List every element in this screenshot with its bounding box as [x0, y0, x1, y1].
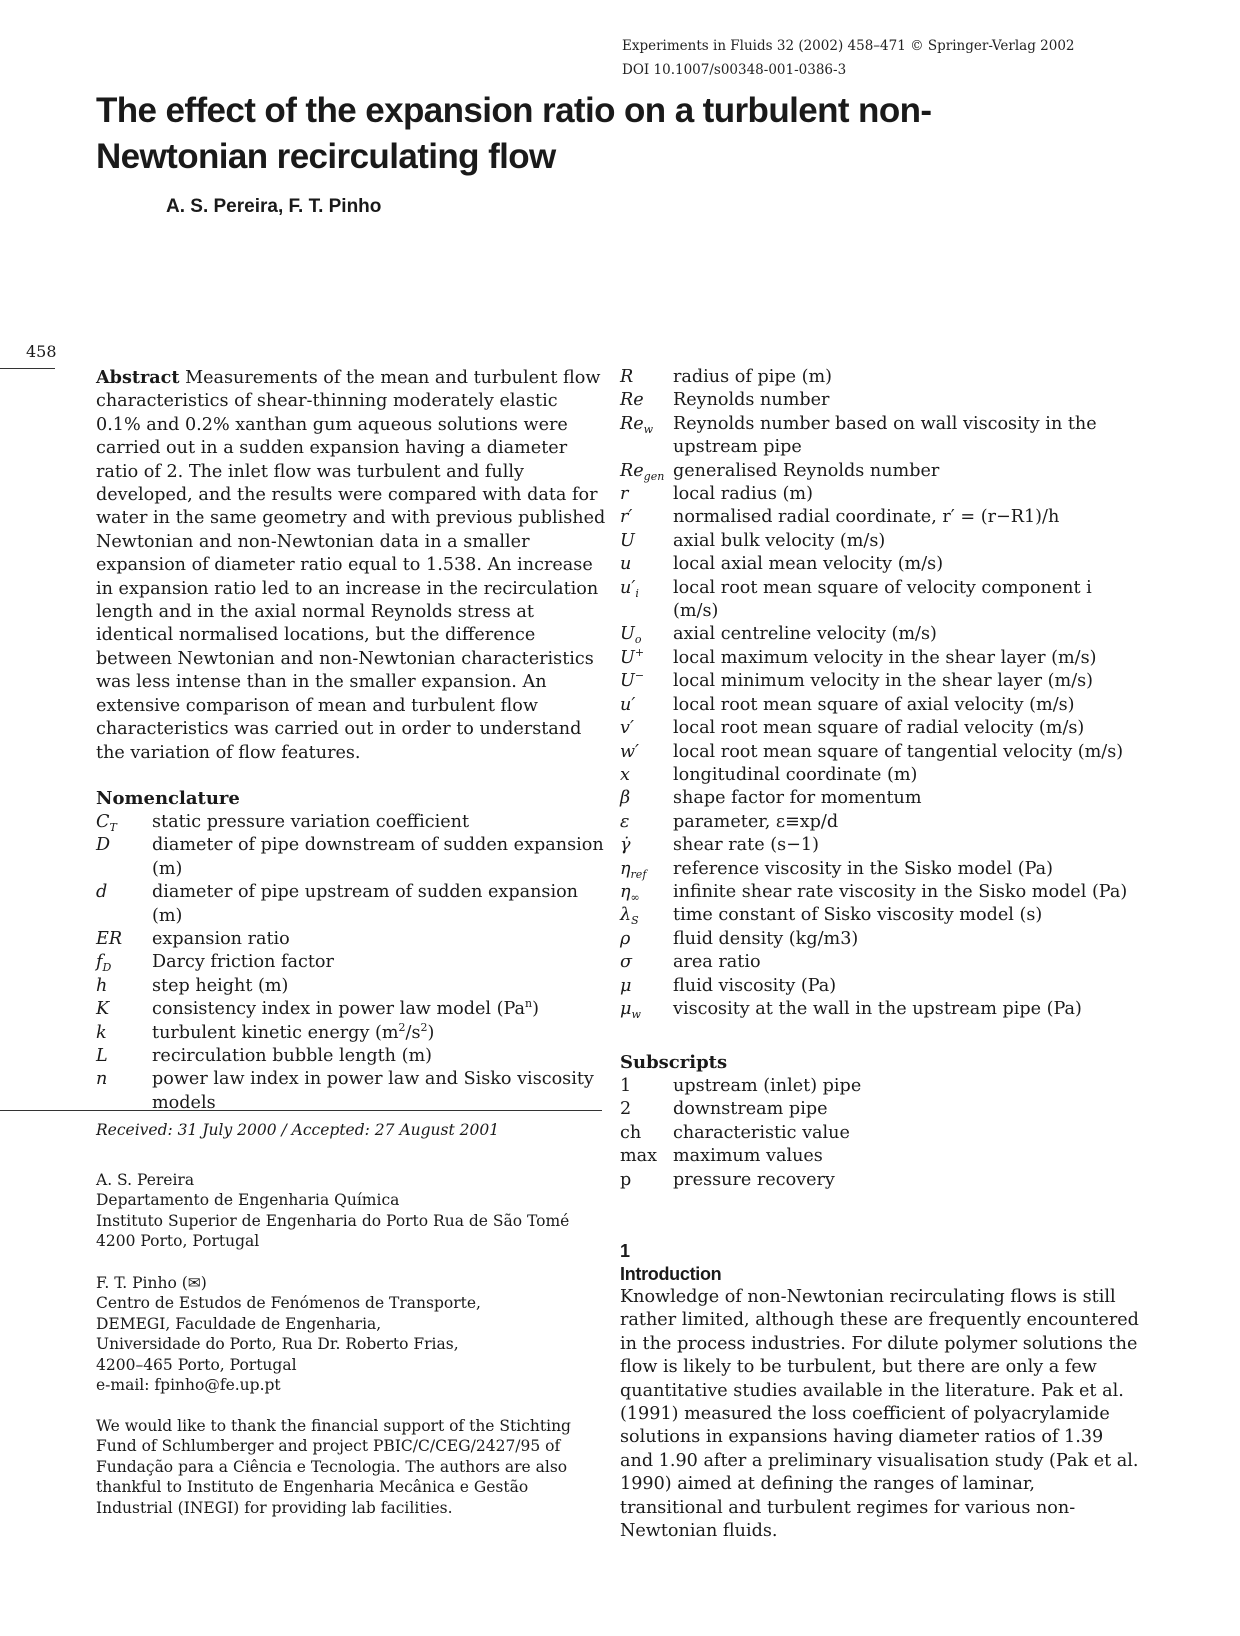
definition: Reynolds number based on wall viscosity in the upstream pipe: [673, 413, 1097, 458]
definition: characteristic value: [673, 1122, 850, 1143]
nomenclature-row: [620, 764, 1140, 787]
footnote-rule: [0, 1110, 602, 1111]
definition: fluid viscosity (Pa): [673, 975, 837, 996]
page-number: 458: [26, 342, 57, 361]
journal-citation: Experiments in Fluids 32 (2002) 458–471 © Springer-Verlag 2002: [622, 38, 1075, 54]
symbol: D: [96, 835, 111, 856]
nomenclature-heading: Nomenclature: [96, 787, 240, 809]
symbol: ρ: [620, 928, 631, 949]
definition: upstream (inlet) pipe: [673, 1076, 862, 1096]
definition: local root mean square of radial velocity (m/s): [673, 718, 1085, 739]
definition: expansion ratio: [152, 928, 290, 949]
introduction-text: Knowledge of non-Newtonian recirculating flows is still rather limited, although these are frequently encountered in the process industries. For dilute polymer solutions the flow is likely to be turbulent, but there are only a few quantitative studies available in the literature. Pak et al. (1991) measured the loss coefficient of polyacrylamide solutions in expansions having diameter ratios of 1.39 and 1.90 after a preliminary visualisation study (Pak et al. 1990) aimed at defining the ranges of laminar, transitional and turbulent regimes for various non-Newtonian fluids.: [620, 1287, 1139, 1542]
paper-title: The effect of the expansion ratio on a turbulent non-Newtonian recirculating flow: [96, 91, 932, 176]
symbol: $\mu_w$: [620, 998, 641, 1021]
subscripts-block: [620, 1051, 1140, 1192]
definition: Darcy friction factor: [152, 952, 334, 973]
section-title: Introduction: [620, 1264, 722, 1284]
definition: Reynolds number: [673, 390, 830, 411]
symbol-superscript: −: [634, 669, 645, 683]
definition: axial bulk velocity (m/s): [673, 530, 886, 551]
definition: shape factor for momentum: [673, 788, 922, 809]
symbol: 2: [620, 1099, 632, 1120]
nomenclature-row: [620, 998, 1140, 1021]
nomenclature-row: [620, 975, 1140, 998]
definition: pressure recovery: [673, 1169, 835, 1190]
nomenclature-row: [620, 904, 1140, 927]
definition: fluid density (kg/m3): [673, 928, 859, 949]
nomenclature-row: [620, 1098, 1140, 1121]
doi: DOI 10.1007/s00348-001-0386-3: [622, 62, 847, 78]
symbol: $Re_w$: [620, 413, 654, 436]
affiliation-pereira: [96, 1170, 569, 1252]
symbol: β: [620, 788, 631, 809]
section-number: 1: [620, 1241, 631, 1261]
nomenclature-row: [620, 1122, 1140, 1145]
nomenclature-left-list: [96, 811, 606, 1115]
nomenclature-row: [620, 483, 1140, 506]
symbol-subscript: i: [635, 586, 639, 600]
symbol: R: [620, 367, 634, 387]
superscript: 2: [398, 1020, 406, 1034]
symbol: μ: [620, 975, 632, 996]
symbol: r′: [620, 507, 633, 528]
symbol: $Re_{gen}$: [620, 460, 665, 483]
definition: consistency index in power law model (Pa$^n$): [152, 997, 539, 1020]
definition: normalised radial coordinate, r′ = (r−R1)/h: [673, 507, 1060, 528]
nomenclature-row: [620, 787, 1140, 810]
nomenclature-right-list: [620, 366, 1140, 1021]
symbol: $U_o$: [620, 624, 642, 647]
nomenclature-row: [96, 1068, 606, 1115]
symbol-subscript: gen: [643, 469, 665, 483]
nomenclature-row: [620, 577, 1140, 624]
affiliation-line: Departamento de Engenharia Química: [96, 1191, 400, 1210]
symbol-subscript: T: [109, 820, 117, 834]
nomenclature-row: [620, 717, 1140, 740]
definition: longitudinal coordinate (m): [673, 764, 918, 785]
definition: area ratio: [673, 952, 761, 973]
definition: local axial mean velocity (m/s): [673, 554, 944, 575]
symbol: $f_D$: [96, 952, 112, 975]
affiliation-line: 4200–465 Porto, Portugal: [96, 1355, 297, 1374]
nomenclature-row: [96, 998, 606, 1021]
definition: local minimum velocity in the shear layer (m/s): [673, 671, 1094, 692]
symbol-subscript: D: [102, 961, 112, 975]
definition: diameter of pipe upstream of sudden expansion (m): [152, 882, 579, 926]
symbol-subscript: w: [631, 1007, 641, 1021]
symbol-superscript: +: [634, 645, 645, 659]
abstract-text: Measurements of the mean and turbulent flow characteristics of shear-thinning moderately elastic 0.1% and 0.2% xanthan gum aqueous solutions were carried out in a sudden expansion having a diameter ratio of 2. The inlet flow was turbulent and fully developed, and the results were compared with data for water in the same geometry and with previous published Newtonian and non-Newtonian data in a smaller expansion of diameter ratio equal to 1.538. An increase in expansion ratio led to an increase in the recirculation length and in the axial normal Reynolds stress at identical normalised locations, but the difference between Newtonian and non-Newtonian characteristics was less intense than in the smaller expansion. An extensive comparison of mean and turbulent flow characteristics was carried out in order to understand the variation of flow features.: [96, 368, 606, 763]
definition: axial centreline velocity (m/s): [673, 624, 937, 645]
definition: local root mean square of tangential velocity (m/s): [673, 741, 1124, 762]
nomenclature-row: [620, 694, 1140, 717]
definition: infinite shear rate viscosity in the Sisko model (Pa): [673, 881, 1128, 902]
symbol: Re: [620, 390, 644, 411]
nomenclature-row: [96, 834, 606, 881]
affiliation-line: 4200 Porto, Portugal: [96, 1232, 260, 1251]
symbol-subscript: ∞: [630, 890, 640, 904]
symbol: ER: [96, 928, 123, 949]
symbol: u′: [620, 694, 636, 715]
symbol: u: [620, 554, 632, 575]
definition: local root mean square of velocity component i (m/s): [673, 577, 1092, 622]
affiliation-pinho: [96, 1273, 481, 1395]
symbol: w′: [620, 741, 640, 762]
definition: local maximum velocity in the shear layer (m/s): [673, 647, 1097, 668]
symbol: $\eta_\infty$: [620, 881, 640, 904]
definition: parameter, ε≡xp/d: [673, 811, 839, 832]
email[interactable]: e-mail: fpinho@fe.up.pt: [96, 1376, 281, 1395]
authors: A. S. Pereira, F. T. Pinho: [166, 196, 382, 217]
symbol: U: [620, 530, 635, 551]
received-dates: Received: 31 July 2000 / Accepted: 27 August 2001: [96, 1121, 500, 1139]
definition: shear rate (s−1): [673, 835, 819, 856]
nomenclature-row: [620, 366, 1140, 389]
affiliation-line: Universidade do Porto, Rua Dr. Roberto Frias,: [96, 1335, 459, 1354]
symbol: h: [96, 975, 108, 996]
abstract-label: Abstract: [96, 367, 180, 388]
symbol: v′: [620, 718, 634, 739]
symbol: σ: [620, 952, 633, 973]
nomenclature-row: [96, 881, 606, 928]
symbol: U+: [620, 645, 645, 668]
symbol: U−: [620, 669, 645, 692]
nomenclature-row: [620, 1075, 1140, 1098]
introduction-section: [620, 1240, 1140, 1543]
symbol: max: [620, 1146, 658, 1167]
symbol: $\eta_{ref}$: [620, 858, 647, 881]
nomenclature-row: [96, 1022, 606, 1045]
definition: reference viscosity in the Sisko model (Pa): [673, 858, 1054, 879]
symbol: n: [96, 1069, 108, 1090]
acknowledgement: We would like to thank the financial support of the Stichting Fund of Schlumberger and project PBIC/C/CEG/2427/95 of Fundação para a Ciência e Tecnologia. The authors are also thankful to Instituto de Engenharia Mecânica e Gestão Industrial (INEGI) for providing lab facilities.: [96, 1417, 571, 1517]
definition: time constant of Sisko viscosity model (s): [673, 905, 1043, 926]
superscript: n: [525, 997, 533, 1011]
nomenclature-row: [620, 553, 1140, 576]
nomenclature-row: [96, 811, 606, 834]
symbol: p: [620, 1169, 632, 1190]
definition: radius of pipe (m): [673, 367, 833, 387]
symbol: ε: [620, 811, 630, 832]
symbol: x: [620, 764, 630, 785]
definition: generalised Reynolds number: [673, 460, 940, 481]
symbol-subscript: ref: [630, 867, 647, 881]
symbol-subscript: o: [634, 633, 642, 647]
nomenclature-row: [620, 413, 1140, 460]
nomenclature-row: [620, 623, 1140, 646]
subscripts-heading: Subscripts: [620, 1052, 728, 1073]
definition: power law index in power law and Sisko viscosity models: [152, 1069, 594, 1113]
subscripts-list: [620, 1075, 1140, 1192]
nomenclature-row: [620, 811, 1140, 834]
nomenclature-row: [620, 741, 1140, 764]
definition: local root mean square of axial velocity (m/s): [673, 694, 1075, 715]
symbol: $u'_i$: [620, 577, 639, 600]
symbol: L: [96, 1045, 108, 1066]
nomenclature-row: [620, 530, 1140, 553]
abstract: [96, 366, 606, 765]
affiliation-line: DEMEGI, Faculdade de Engenharia,: [96, 1314, 382, 1333]
nomenclature-row: [620, 460, 1140, 483]
definition: local radius (m): [673, 484, 813, 505]
symbol: γ̇: [620, 835, 631, 856]
definition: turbulent kinetic energy $(m^2/s^2)$: [152, 1020, 435, 1043]
definition: diameter of pipe downstream of sudden expansion (m): [152, 835, 604, 879]
symbol-subscript: S: [631, 914, 639, 928]
nomenclature-row: [620, 506, 1140, 529]
symbol: d: [96, 882, 108, 903]
nomenclature-row: [620, 951, 1140, 974]
affiliation-line: Centro de Estudos de Fenómenos de Transporte,: [96, 1294, 481, 1313]
symbol: 1: [620, 1076, 632, 1096]
definition: viscosity at the wall in the upstream pipe (Pa): [673, 998, 1082, 1019]
symbol: $C_T$: [96, 811, 117, 834]
symbol-subscript: w: [643, 422, 654, 436]
symbol: ch: [620, 1122, 642, 1143]
symbol: K: [96, 999, 110, 1020]
definition: static pressure variation coefficient: [152, 811, 470, 832]
nomenclature-row: [96, 1045, 606, 1068]
definition: maximum values: [673, 1146, 823, 1167]
journal-header: [622, 34, 1075, 82]
definition: downstream pipe: [673, 1099, 828, 1120]
nomenclature-row: [620, 858, 1140, 881]
nomenclature-row: [620, 389, 1140, 412]
symbol: $\lambda_S$: [620, 905, 639, 928]
definition: step height (m): [152, 975, 289, 996]
symbol: k: [96, 1022, 107, 1043]
nomenclature-row: [620, 647, 1140, 670]
right-column: [620, 366, 1140, 1021]
superscript: 2: [420, 1020, 428, 1034]
nomenclature-row: [96, 928, 606, 951]
nomenclature-row: [620, 834, 1140, 857]
affiliation-name: F. T. Pinho (✉): [96, 1274, 207, 1292]
affiliation-name: A. S. Pereira: [96, 1171, 195, 1189]
page-number-rule: [0, 368, 55, 369]
symbol: r: [620, 484, 629, 505]
affiliation-line: Instituto Superior de Engenharia do Porto Rua de São Tomé: [96, 1211, 570, 1230]
definition: recirculation bubble length (m): [152, 1045, 433, 1066]
nomenclature-row: [620, 670, 1140, 693]
nomenclature-row: [96, 951, 606, 974]
nomenclature-row: [620, 928, 1140, 951]
nomenclature-row: [96, 975, 606, 998]
left-column: [96, 366, 606, 1115]
nomenclature-row: [620, 881, 1140, 904]
nomenclature-row: [620, 1169, 1140, 1192]
nomenclature-row: [620, 1145, 1140, 1168]
